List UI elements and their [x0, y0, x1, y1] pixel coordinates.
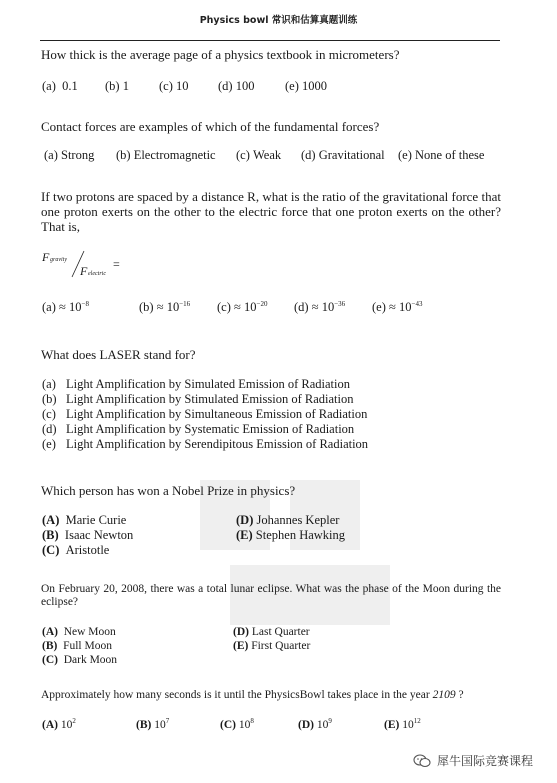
denominator-F: F	[80, 264, 88, 278]
q1-option-e: (e) 1000	[285, 79, 327, 93]
q5-options-left	[42, 513, 133, 558]
q4-option-d: (d) Light Amplification by Systematic Emission of Radiation	[42, 422, 355, 436]
q5-option-d: (D) Johannes Kepler	[236, 513, 340, 527]
page-header: Physics bowl 常识和估算真题训练	[199, 15, 358, 26]
equals-sign: =	[113, 257, 120, 271]
q6-options-left	[42, 625, 117, 667]
q3-option-d: $(d) \approx 10^{-36}$	[294, 300, 346, 314]
q7-option-d: (D) $10^9$	[298, 717, 332, 731]
q1-option-c: (c) 10	[159, 79, 189, 93]
numerator-F: F	[42, 250, 50, 264]
q7-option-b: (B) $10^7$	[136, 717, 170, 731]
q3-option-e: $(e) \approx 10^{-43}$	[372, 300, 423, 314]
q2-option-d: (d) Gravitational	[301, 148, 385, 162]
q6-option-c: (C) Dark Moon	[42, 654, 118, 666]
force-ratio-fraction	[42, 250, 142, 282]
q3-option-c: $(c) \approx 10^{-20}$	[217, 300, 268, 314]
question-4-text: What does LASER stand for?	[41, 347, 196, 362]
q4-option-c: (c) Light Amplification by Simultaneous Emission of Radiation	[42, 407, 368, 421]
q7-option-e: (E) $10^{12}$	[384, 717, 421, 731]
q7-option-a: (A) $10^2$	[42, 717, 76, 731]
q6-option-d: (D) Last Quarter	[233, 626, 310, 638]
q4-option-a: (a) Light Amplification by Simulated Emission of Radiation	[42, 377, 351, 391]
denominator-subscript: electric	[88, 271, 106, 277]
q3-option-b: $(b) \approx 10^{-16}$	[139, 300, 191, 314]
q5-options-right	[236, 513, 345, 543]
q1-option-b: (b) 1	[105, 79, 129, 93]
q4-option-e: (e) Light Amplification by Serendipitous Emission of Radiation	[42, 437, 369, 451]
q2-option-b: (b) Electromagnetic	[116, 148, 216, 162]
q2-option-c: (c) Weak	[236, 148, 282, 162]
wechat-icon	[413, 754, 431, 768]
question-2-text: Contact forces are examples of which of the fundamental forces?	[41, 119, 380, 134]
question-3-text: If two protons are spaced by a distance R, what is the ratio of the gravitational force that one proton exerts on the other to the electric force that one proton exerts on the other? That is,	[41, 189, 501, 234]
question-5-text: Which person has won a Nobel Prize in physics?	[41, 483, 296, 498]
q6-options-right	[233, 625, 310, 653]
question-1-text: How thick is the average page of a physics textbook in micrometers?	[41, 47, 400, 62]
q4-option-b: (b) Light Amplification by Stimulated Emission of Radiation	[42, 392, 354, 406]
q6-option-a: (A) New Moon	[42, 626, 116, 638]
q6-option-e: (E) First Quarter	[233, 640, 311, 652]
q4-options-list	[42, 377, 368, 452]
header-rule	[40, 40, 500, 41]
q1-option-d: (d) 100	[218, 79, 255, 93]
q1-option-a: (a) 0.1	[42, 79, 78, 93]
q5-option-e: (E) Stephen Hawking	[236, 528, 346, 542]
q5-option-b: (B) Isaac Newton	[42, 528, 134, 542]
question-7-year: 2109	[432, 689, 456, 701]
question-7-text: Approximately how many seconds is it until the PhysicsBowl takes place in the year 2109 ?	[41, 689, 464, 701]
q2-option-e: (e) None of these	[398, 148, 485, 162]
question-6-text: On February 20, 2008, there was a total lunar eclipse. What was the phase of the Moon during the eclipse?	[41, 583, 501, 608]
q3-option-a: $(a) \approx 10^{-8}$	[42, 300, 89, 314]
q2-option-a: (a) Strong	[44, 148, 95, 162]
wechat-watermark	[413, 752, 533, 769]
q7-option-c: (C) $10^8$	[220, 717, 254, 731]
watermark-text: 犀牛国际竞赛课程	[436, 754, 533, 768]
q6-option-b: (B) Full Moon	[42, 640, 112, 652]
q5-option-a: (A) Marie Curie	[42, 513, 127, 527]
numerator-subscript: gravity	[50, 257, 67, 263]
q5-option-c: (C) Aristotle	[42, 543, 110, 557]
